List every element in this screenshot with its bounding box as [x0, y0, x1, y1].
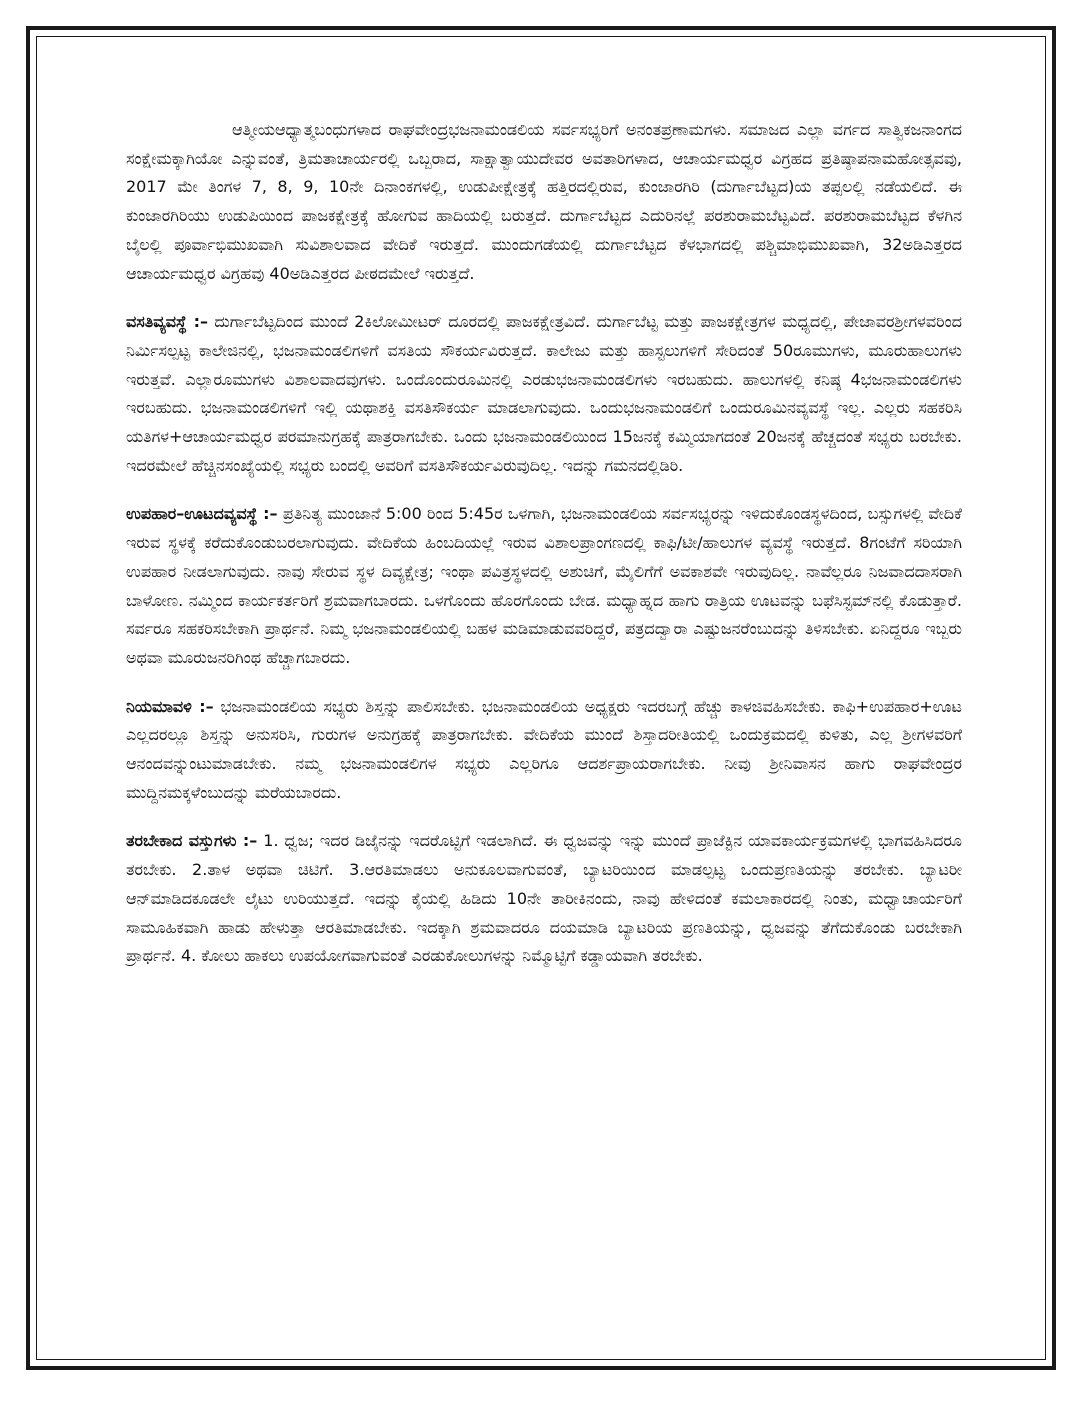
- rules-heading: ನಿಯಮಾವಳಿ :–: [126, 696, 214, 716]
- food-text: ಪ್ರತಿನಿತ್ಯ ಮುಂಜಾನೆ 5:00 ರಿಂದ 5:45ರ ಒಳಗಾಗಿ, ಭಜನಾಮಂಡಲಿಯ ಸರ್ವಸಭ್ಯರನ್ನು ಇಳಿದುಕೊಂಡಸ್ಥಳದಿಂದ, ಬಸ್ಸುಗಳಲ್ಲಿ ವೇದಿಕೆ ಇರುವ ಸ್ಥಳಕ್ಕೆ ಕರೆದುಕೊಂಡುಬರಲಾಗುವುದು. ವೇದಿಕೆಯ ಹಿಂಬದಿಯಲ್ಲೆ ಇರುವ ವಿಶಾಲಪ್ರಾಂಗಣದಲ್ಲಿ ಕಾಫಿ/ಟೀ/ಹಾಲುಗಳ ವ್ಯವಸ್ಥೆ ಇರುತ್ತದೆ. 8ಗಂಟೆಗೆ ಸರಿಯಾಗಿ ಉಪಹಾರ ನೀಡಲಾಗುವುದು. ನಾವು ಸೇರುವ ಸ್ಥಳ ದಿವ್ಯಕ್ಷೇತ್ರ; ಇಂಥಾ ಪವಿತ್ರಸ್ಥಳದಲ್ಲಿ ಅಶುಚಿಗೆ, ಮೈಲಿಗೆಗೆ ಅವಕಾಶವೇ ಇರುವುದಿಲ್ಲ. ನಾವೆಲ್ಲರೂ ನಿಜವಾದದಾಸರಾಗಿ ಬಾಳೋಣ. ನಮ್ಮಿಂದ ಕಾರ್ಯಕರ್ತರಿಗೆ ಶ್ರಮವಾಗಬಾರದು. ಒಳಗೊಂದು ಹೊರಗೊಂದು ಬೇಡ. ಮಧ್ಯಾಹ್ನದ ಹಾಗು ರಾತ್ರಿಯ ಊಟವನ್ನು ಬಫೆಸಿಸ್ಟಮ್‌ನಲ್ಲಿ ಕೊಡುತ್ತಾರೆ. ಸರ್ವರೂ ಸಹಕರಿಸಬೇಕಾಗಿ ಪ್ರಾರ್ಥನೆ. ನಿಮ್ಮ ಭಜನಾಮಂಡಲಿಯಲ್ಲಿ ಬಹಳ ಮಡಿಮಾಡುವವರಿದ್ದರೆ, ಪತ್ರದದ್ವಾರಾ ಎಷ್ಟುಜನರೆಂಬುದನ್ನು ತಿಳಿಸಬೇಕು. ಏನಿದ್ದರೂ ಇಬ್ಬರು ಅಥವಾ ಮೂರುಜನರಿಗಿಂಥ ಹೆಚ್ಚಾಗಬಾರದು.: [126, 504, 962, 667]
- intro-text: ಆತ್ಮೀಯಆಧ್ಯಾತ್ಮಬಂಧುಗಳಾದ ರಾಘವೇಂದ್ರಭಜನಾಮಂಡಲಿಯ ಸರ್ವಸಭ್ಯರಿಗೆ ಅನಂತಪ್ರಣಾಮಗಳು. ಸಮಾಜದ ಎಲ್ಲಾ ವರ್ಗದ ಸಾತ್ವಿಕಜನಾಂಗದ ಸಂಕ್ಷೇಮಕ್ಕಾಗಿಯೋ ಎನ್ನುವಂತೆ, ತ್ರಿಮತಾಚಾರ್ಯರಲ್ಲಿ ಒಬ್ಬರಾದ, ಸಾಕ್ಷಾತ್ವಾಯುದೇವರ ಅವತಾರಿಗಳಾದ, ಆಚಾರ್ಯಮಧ್ವರ ವಿಗ್ರಹದ ಪ್ರತಿಷ್ಠಾಪನಾಮಹೋತ್ಸವವು, 2017 ಮೇ ತಿಂಗಳ 7, 8, 9, 10ನೇ ದಿನಾಂಕಗಳಲ್ಲಿ, ಉಡುಪೀಕ್ಷೇತ್ರಕ್ಕೆ ಹತ್ತಿರದಲ್ಲಿರುವ, ಕುಂಜಾರಗಿರಿ (ದುರ್ಗಾಬೆಟ್ಟದ)ಯ ತಪ್ಪಲಲ್ಲಿ ನಡೆಯಲಿದೆ. ಈ ಕುಂಜಾರಗಿರಿಯು ಉಡುಪಿಯಿಂದ ಪಾಜಕಕ್ಷೇತ್ರಕ್ಕೆ ಹೋಗುವ ಹಾದಿಯಲ್ಲಿ ಬರುತ್ತದೆ. ದುರ್ಗಾಬೆಟ್ಟದ ಎದುರಿನಲ್ಲೆ ಪರಶುರಾಮಬೆಟ್ಟವಿದೆ. ಪರಶುರಾಮಬೆಟ್ಟದ ಕೆಳಗಿನ ಬೈಲಲ್ಲಿ ಪೂರ್ವಾಭಿಮುಖವಾಗಿ ಸುವಿಶಾಲವಾದ ವೇದಿಕೆ ಇರುತ್ತದೆ. ಮುಂದುಗಡೆಯಲ್ಲಿ ದುರ್ಗಾಬೆಟ್ಟದ ಕೆಳಭಾಗದಲ್ಲಿ ಪಶ್ಚಿಮಾಭಿಮುಖವಾಗಿ, 32ಅಡಿಎತ್ತರದ ಆಚಾರ್ಯಮಧ್ವರ ವಿಗ್ರಹವು 40ಅಡಿಎತ್ತರದ ಪೀಠದಮೇಲೆ ಇರುತ್ತದೆ.: [126, 120, 962, 283]
- rules-text: ಭಜನಾಮಂಡಲಿಯ ಸಭ್ಯರು ಶಿಸ್ತನ್ನು ಪಾಲಿಸಬೇಕು. ಭಜನಾಮಂಡಲಿಯ ಅಧ್ಯಕ್ಷರು ಇದರಬಗ್ಗೆ ಹೆಚ್ಚು ಕಾಳಜಿವಹಿಸಬೇಕು. ಕಾಫಿ+ಉಪಹಾರ+ಊಟ ಎಲ್ಲದರಲ್ಲೂ ಶಿಸ್ತನ್ನು ಅನುಸರಿಸಿ, ಗುರುಗಳ ಅನುಗ್ರಹಕ್ಕೆ ಪಾತ್ರರಾಗಬೇಕು. ವೇದಿಕೆಯ ಮುಂದೆ ಶಿಸ್ತಾದರೀತಿಯಲ್ಲಿ ಒಂದುಕ್ರಮದಲ್ಲಿ ಕುಳಿತು, ಎಲ್ಲ ಶ್ರೀಗಳವರಿಗೆ ಆನಂದವನ್ನುಂಟುಮಾಡಬೇಕು. ನಮ್ಮ ಭಜನಾಮಂಡಲಿಗಳ ಸಭ್ಯರು ಎಲ್ಲರಿಗೂ ಆದರ್ಶಪ್ರಾಯರಾಗಬೇಕು. ನೀವು ಶ್ರೀನಿವಾಸನ ಹಾಗು ರಾಘವೇಂದ್ರರ ಮುದ್ದಿನಮಕ್ಕಳೆಂಬುದನ್ನು ಮರೆಯಬಾರದು.: [126, 696, 963, 802]
- intro-paragraph: [126, 116, 962, 288]
- items-text: 1. ಧ್ವಜ; ಇದರ ಡಿಜೈನನ್ನು ಇದರೊಟ್ಟಿಗೆ ಇಡಲಾಗಿದೆ. ಈ ಧ್ವಜವನ್ನು ಇನ್ನು ಮುಂದೆ ಪ್ರಾಜೆಕ್ಟಿನ ಯಾವಕಾರ್ಯಕ್ರಮಗಳಲ್ಲಿ ಭಾಗವಹಿಸಿದರೂ ತರಬೇಕು. 2.ತಾಳ ಅಥವಾ ಚಿಟಿಗೆ. 3.ಆರತಿಮಾಡಲು ಅನುಕೂಲವಾಗುವಂತೆ, ಬ್ಯಾಟರಿಯಿಂದ ಮಾಡಲ್ಪಟ್ಟ ಒಂದುಪ್ರಣತಿಯನ್ನು ತರಬೇಕು. ಬ್ಯಾಟರೀ ಆನ್‌ಮಾಡಿದಕೂಡಲೇ ಲೈಟು ಉರಿಯುತ್ತದೆ. ಇದನ್ನು ಕೈಯಲ್ಲಿ ಹಿಡಿದು 10ನೇ ತಾರೀಕಿನಂದು, ನಾವು ಹೇಳಿದಂತೆ ಕಮಲಾಕಾರದಲ್ಲಿ ನಿಂತು, ಮಧ್ವಾಚಾರ್ಯರಿಗೆ ಸಾಮೂಹಿಕವಾಗಿ ಹಾಡು ಹೇಳುತ್ತಾ ಆರತಿಮಾಡಬೇಕು. ಇದಕ್ಕಾಗಿ ಶ್ರಮವಾದರೂ ದಯಮಾಡಿ ಬ್ಯಾಟರಿಯ ಪ್ರಣತಿಯನ್ನು, ಧ್ವಜವನ್ನು ತೆಗೆದುಕೊಂಡು ಬರಬೇಕಾಗಿ ಪ್ರಾರ್ಥನೆ. 4. ಕೋಲು ಹಾಕಲು ಉಪಯೋಗವಾಗುವಂತೆ ಎರಡುಕೋಲುಗಳನ್ನು ನಿಮ್ಮೊಟ್ಟಿಗೆ ಕಡ್ಡಾಯವಾಗಿ ತರಬೇಕು.: [126, 831, 962, 966]
- accommodation-paragraph: [126, 308, 962, 480]
- food-paragraph: [126, 500, 962, 672]
- rules-paragraph: [126, 693, 962, 808]
- items-paragraph: [126, 827, 962, 971]
- food-heading: ಉಪಹಾರ–ಊಟದವ್ಯವಸ್ಥೆ :–: [126, 504, 278, 524]
- items-heading: ತರಬೇಕಾದ ವಸ್ತುಗಳು :–: [126, 831, 258, 851]
- accommodation-text: ದುರ್ಗಾಬೆಟ್ಟದಿಂದ ಮುಂದೆ 2ಕಿಲೋಮೀಟರ್ ದೂರದಲ್ಲಿ ಪಾಜಕಕ್ಷೇತ್ರವಿದೆ. ದುರ್ಗಾಬೆಟ್ಟ ಮತ್ತು ಪಾಜಕಕ್ಷೇತ್ರಗಳ ಮಧ್ಯದಲ್ಲಿ, ಪೇಜಾವರಶ್ರೀಗಳವರಿಂದ ನಿರ್ಮಿಸಲ್ಪಟ್ಟ ಕಾಲೇಜಿನಲ್ಲಿ, ಭಜನಾಮಂಡಲಿಗಳಿಗೆ ವಸತಿಯ ಸೌಕರ್ಯವಿರುತ್ತದೆ. ಕಾಲೇಜು ಮತ್ತು ಹಾಸ್ಟಲುಗಳಿಗೆ ಸೇರಿದಂತೆ 50ರೂಮುಗಳು, ಮೂರುಹಾಲುಗಳು ಇರುತ್ತವೆ. ಎಲ್ಲಾರೂಮುಗಳು ವಿಶಾಲವಾದವುಗಳು. ಒಂದೊಂದುರೂಮಿನಲ್ಲಿ ಎರಡುಭಜನಾಮಂಡಲಿಗಳು ಇರಬಹುದು. ಹಾಲುಗಳಲ್ಲಿ ಕನಿಷ್ಠ 4ಭಜನಾಮಂಡಲಿಗಳು ಇರಬಹುದು. ಭಜನಾಮಂಡಲಿಗಳಿಗೆ ಇಲ್ಲಿ ಯಥಾಶಕ್ತಿ ವಸತಿಸೌಕರ್ಯ ಮಾಡಲಾಗುವುದು. ಒಂದುಭಜನಾಮಂಡಲಿಗೆ ಒಂದುರೂಮಿನವ್ಯವಸ್ಥೆ ಇಲ್ಲ. ಎಲ್ಲರು ಸಹಕರಿಸಿ ಯತಿಗಳ+ಆಚಾರ್ಯಮಧ್ವರ ಪರಮಾನುಗ್ರಹಕ್ಕೆ ಪಾತ್ರರಾಗಬೇಕು. ಒಂದು ಭಜನಾಮಂಡಲಿಯಿಂದ 15ಜನಕ್ಕೆ ಕಮ್ಮಿಯಾಗದಂತೆ 20ಜನಕ್ಕೆ ಹೆಚ್ಚದಂತೆ ಸಭ್ಯರು ಬರಬೇಕು. ಇದರಮೇಲೆ ಹೆಚ್ಚಿನಸಂಖ್ಯೆಯಲ್ಲಿ ಸಭ್ಯರು ಬಂದಲ್ಲಿ ಅವರಿಗೆ ವಸತಿಸೌಕರ್ಯವಿರುವುದಿಲ್ಲ. ಇದನ್ನು ಗಮನದಲ್ಲಿಡಿರಿ.: [126, 312, 962, 475]
- letter-body: [126, 116, 962, 991]
- accommodation-heading: ವಸತಿವ್ಯವಸ್ಥೆ :–: [126, 312, 208, 332]
